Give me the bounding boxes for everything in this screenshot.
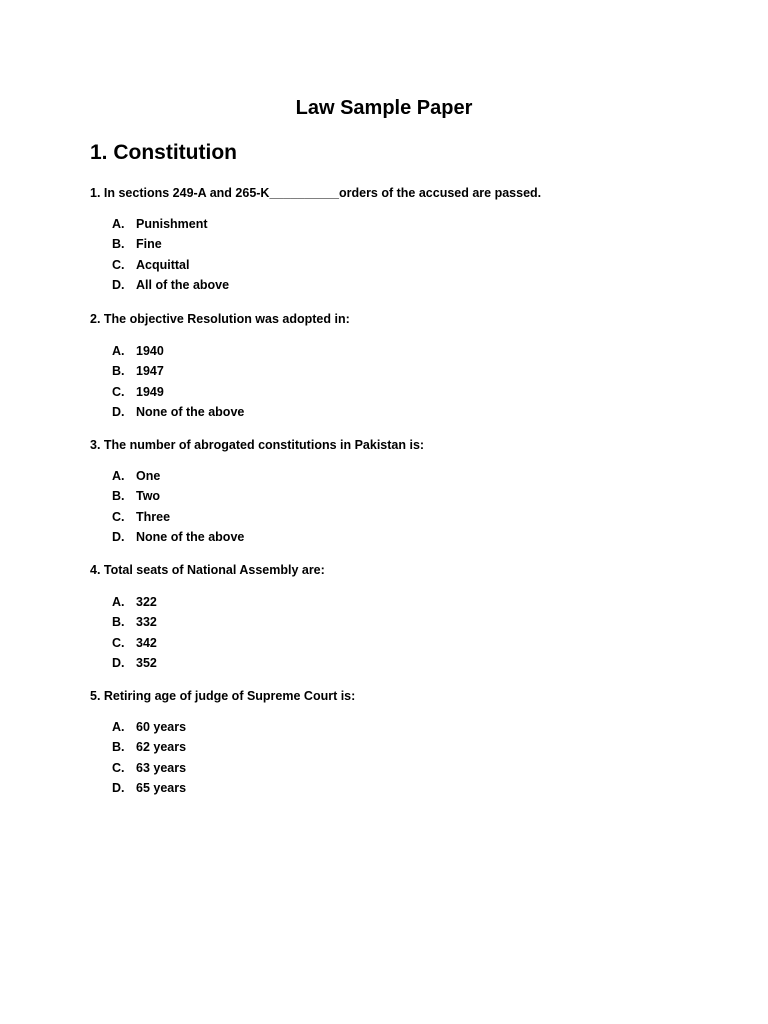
option-item	[112, 758, 186, 778]
option-letter: A.	[112, 469, 125, 483]
option-item	[112, 527, 244, 547]
option-item	[112, 275, 229, 295]
option-text: 62 years	[136, 740, 187, 755]
option-text: 1947	[136, 364, 164, 379]
question-4: 4. Total seats of National Assembly are:	[90, 563, 325, 577]
option-text: 332	[136, 615, 157, 630]
option-letter: B.	[112, 237, 125, 252]
option-text: All of the above	[136, 277, 230, 292]
option-letter: C.	[112, 635, 125, 650]
option-item	[112, 402, 244, 422]
option-letter: B.	[112, 364, 125, 379]
option-letter: A.	[112, 217, 125, 231]
option-text: One	[136, 469, 161, 483]
option-text: Punishment	[136, 217, 208, 231]
option-text: 322	[136, 595, 157, 609]
option-letter: C.	[112, 760, 125, 775]
option-letter: C.	[112, 257, 125, 272]
option-letter: C.	[112, 509, 125, 524]
options-list-4	[112, 592, 157, 673]
option-text: Fine	[136, 237, 162, 252]
option-letter: B.	[112, 615, 125, 630]
option-letter: C.	[112, 384, 125, 399]
option-letter: A.	[112, 720, 125, 734]
option-letter: A.	[112, 344, 125, 358]
option-letter: D.	[112, 277, 125, 292]
option-item	[112, 778, 186, 798]
option-item	[112, 653, 157, 673]
question-1: 1. In sections 249-A and 265-K__________orders of the accused are passed.	[90, 186, 542, 200]
option-item	[112, 466, 244, 486]
option-letter: B.	[112, 489, 125, 504]
option-text: None of the above	[136, 404, 245, 419]
option-item	[112, 612, 157, 632]
option-item	[112, 255, 229, 275]
question-5: 5. Retiring age of judge of Supreme Court is:	[90, 689, 356, 703]
option-letter: D.	[112, 655, 125, 670]
options-list-1	[112, 214, 229, 295]
options-list-2	[112, 341, 244, 422]
option-letter: D.	[112, 404, 125, 419]
options-list-3	[112, 466, 244, 547]
option-item	[112, 486, 244, 506]
option-item	[112, 507, 244, 527]
option-item	[112, 234, 229, 254]
document-title: Law Sample Paper	[295, 97, 473, 119]
option-text: 342	[136, 635, 157, 650]
option-item	[112, 341, 244, 361]
options-list-5	[112, 717, 186, 798]
option-text: 352	[136, 655, 157, 670]
option-item	[112, 214, 229, 234]
option-text: 63 years	[136, 760, 187, 775]
option-text: 65 years	[136, 780, 187, 795]
option-text: Two	[136, 489, 161, 504]
option-item	[112, 737, 186, 757]
option-text: 1940	[136, 344, 164, 358]
option-item	[112, 382, 244, 402]
question-2: 2. The objective Resolution was adopted in:	[90, 312, 350, 326]
section-heading: 1. Constitution	[90, 141, 237, 164]
option-text: 1949	[136, 384, 164, 399]
option-letter: A.	[112, 595, 125, 609]
option-letter: B.	[112, 740, 125, 755]
option-text: Three	[136, 509, 171, 524]
option-letter: D.	[112, 529, 125, 544]
option-item	[112, 633, 157, 653]
option-text: Acquittal	[136, 257, 190, 272]
option-letter: D.	[112, 780, 125, 795]
option-text: 60 years	[136, 720, 187, 734]
option-text: None of the above	[136, 529, 245, 544]
option-item	[112, 717, 186, 737]
option-item	[112, 592, 157, 612]
option-item	[112, 361, 244, 381]
question-3: 3. The number of abrogated constitutions in Pakistan is:	[90, 438, 425, 452]
